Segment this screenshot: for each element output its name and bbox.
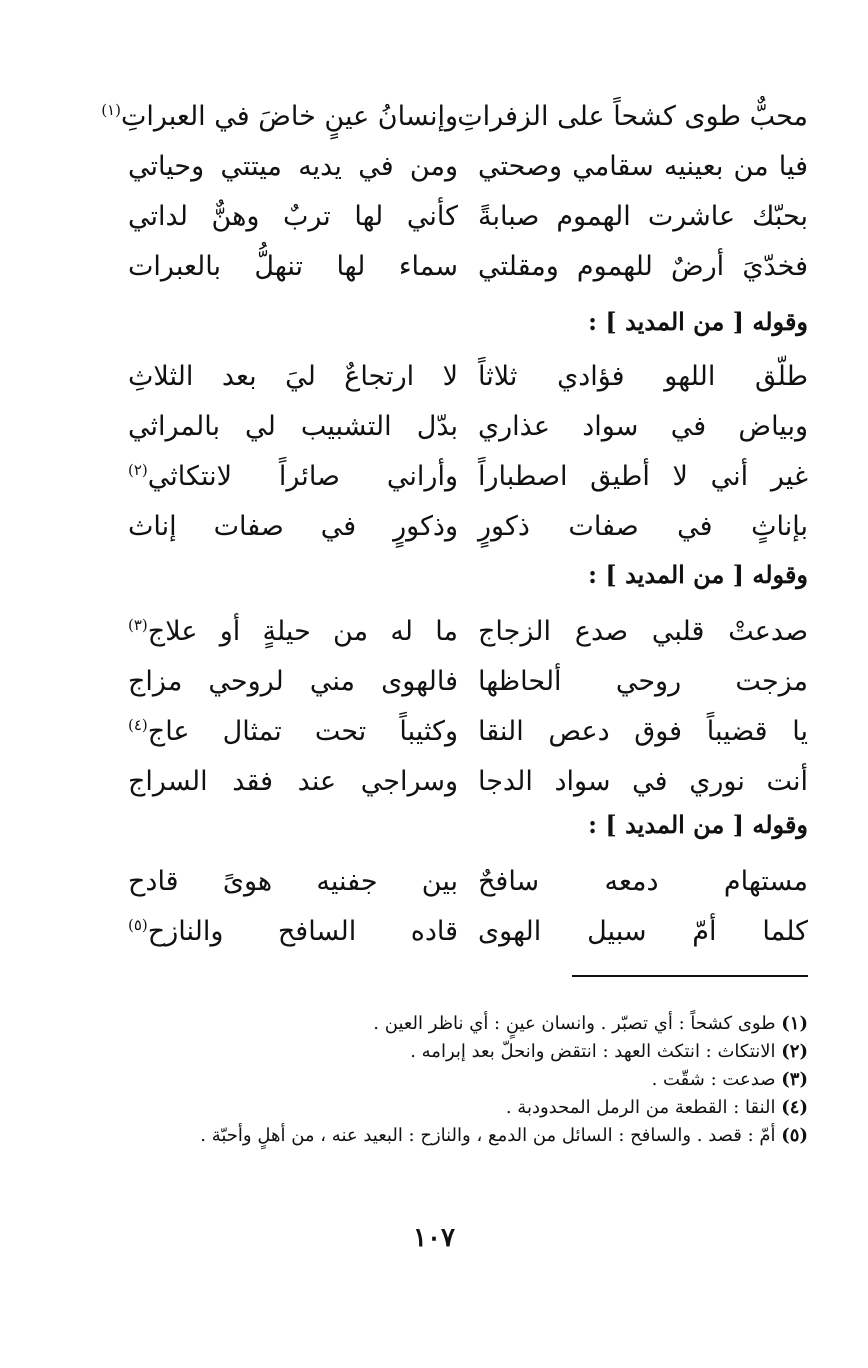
footnote xyxy=(108,1066,808,1094)
footnote-marker: (٤) xyxy=(128,716,148,734)
footnote-marker: (٣) xyxy=(128,616,148,634)
verse-line xyxy=(128,352,808,402)
verse-second-hemistich xyxy=(128,452,458,502)
footnote-text: طوى كشحاً : أي تصبّر . وانسان عينٍ : أي ناظر العين . xyxy=(373,1013,776,1034)
verse-second-hemistich: وذكورٍ في صفات إناث xyxy=(128,511,458,542)
footnote-number: (٤) xyxy=(781,1097,808,1118)
verse-line xyxy=(128,242,808,292)
verse-line xyxy=(128,402,808,452)
verse-line xyxy=(128,657,808,707)
footnote xyxy=(108,1094,808,1122)
verse-second-hemistich xyxy=(128,607,458,657)
verse-line xyxy=(128,607,808,657)
verse-text: ما له من حيلةٍ أو علاج xyxy=(147,616,458,647)
verse-second-hemistich: فالهوى مني لروحي مزاج xyxy=(128,666,458,697)
verse-second-hemistich xyxy=(128,707,458,757)
verse-line xyxy=(128,192,808,242)
verse-first-hemistich: وبياض في سواد عذاري xyxy=(478,411,808,442)
verse-first-hemistich: فخدّيَ أرضٌ للهموم ومقلتي xyxy=(478,251,808,282)
verse-second-hemistich: بدّل التشبيب لي بالمراثي xyxy=(128,411,458,442)
verse-line xyxy=(128,907,808,957)
verse-first-hemistich: مستهام دمعه سافحٌ xyxy=(478,866,808,897)
verse-text: وإنسانُ عينٍ خاضَ في العبراتِ xyxy=(120,101,458,132)
footnote-text: النقا : القطعة من الرمل المحدودبة . xyxy=(505,1097,776,1118)
verse-line xyxy=(128,502,808,552)
verse-second-hemistich xyxy=(128,907,458,957)
verse-first-hemistich: أنت نوري في سواد الدجا xyxy=(478,766,808,797)
footnote-separator xyxy=(572,975,808,977)
poem-intro: وقوله [ من المديد ] : xyxy=(588,810,808,839)
verse-second-hemistich: لا ارتجاعٌ ليَ بعد الثلاثِ xyxy=(128,361,458,392)
verse-first-hemistich: مزجت روحي ألحاظها xyxy=(478,666,808,697)
verse-first-hemistich: صدعتْ قلبي صدع الزجاج xyxy=(478,616,808,647)
verse-second-hemistich: كأني لها تربٌ وهنٌّ لداتي xyxy=(128,201,458,232)
page-number: ١٠٧ xyxy=(413,1223,455,1253)
verse-first-hemistich: غير أني لا أطيق اصطباراً xyxy=(478,461,808,492)
verse-text: وكثيباً تحت تمثال عاج xyxy=(147,716,458,747)
verse-second-hemistich xyxy=(101,92,458,142)
verse-second-hemistich: بين جفنيه هوىً قادح xyxy=(128,866,458,897)
footnote-number: (٣) xyxy=(781,1069,808,1090)
verse-line xyxy=(128,757,808,807)
footnote-marker: (٥) xyxy=(128,916,148,934)
verse-line xyxy=(128,707,808,757)
verse-first-hemistich: محبٌّ طوى كشحاً على الزفراتِ xyxy=(457,101,808,132)
poem-stanza xyxy=(128,607,808,807)
footnotes xyxy=(108,1010,808,1150)
footnote-number: (١) xyxy=(781,1013,808,1034)
poem-stanza xyxy=(128,352,808,552)
footnote-number: (٥) xyxy=(781,1125,808,1146)
verse-second-hemistich: وسراجي عند فقد السراج xyxy=(128,766,458,797)
verse-line xyxy=(101,92,808,142)
verse-second-hemistich: ومن في يديه ميتتي وحياتي xyxy=(128,151,458,182)
verse-line xyxy=(128,452,808,502)
footnote-text: الانتكاث : انتكث العهد : انتقض وانحلّ بعد إبرامه . xyxy=(410,1041,776,1062)
verse-first-hemistich: كلما أمّ سبيل الهوى xyxy=(478,916,808,947)
poem-intro: وقوله [ من المديد ] : xyxy=(588,307,808,336)
footnote-marker: (٢) xyxy=(128,461,148,479)
footnote-text: صدعت : شقّت . xyxy=(651,1069,776,1090)
verse-line xyxy=(128,857,808,907)
footnote xyxy=(108,1010,808,1038)
footnote-number: (٢) xyxy=(781,1041,808,1062)
verse-first-hemistich: بإناثٍ في صفات ذكورٍ xyxy=(478,511,808,542)
footnote-marker: (١) xyxy=(101,101,121,119)
poem-stanza xyxy=(128,857,808,957)
verse-first-hemistich: بحبّك عاشرت الهموم صبابةً xyxy=(478,201,808,232)
verse-first-hemistich: فيا من بعينيه سقامي وصحتي xyxy=(478,151,808,182)
footnote-text: أمّ : قصد . والسافح : السائل من الدمع ، والنازح : البعيد عنه ، من أهلٍ وأحبّة . xyxy=(200,1125,776,1146)
poem-stanza xyxy=(101,92,808,292)
verse-line xyxy=(128,142,808,192)
verse-text: قاده السافح والنازح xyxy=(147,916,458,947)
verse-second-hemistich: سماء لها تنهلُّ بالعبرات xyxy=(128,251,458,282)
poem-intro: وقوله [ من المديد ] : xyxy=(588,560,808,589)
footnote xyxy=(108,1122,808,1150)
footnote xyxy=(108,1038,808,1066)
verse-first-hemistich: طلّق اللهو فؤادي ثلاثاً xyxy=(478,361,808,392)
verse-text: وأراني صائراً لانتكاثي xyxy=(147,461,458,492)
verse-first-hemistich: يا قضيباً فوق دعص النقا xyxy=(478,716,808,747)
